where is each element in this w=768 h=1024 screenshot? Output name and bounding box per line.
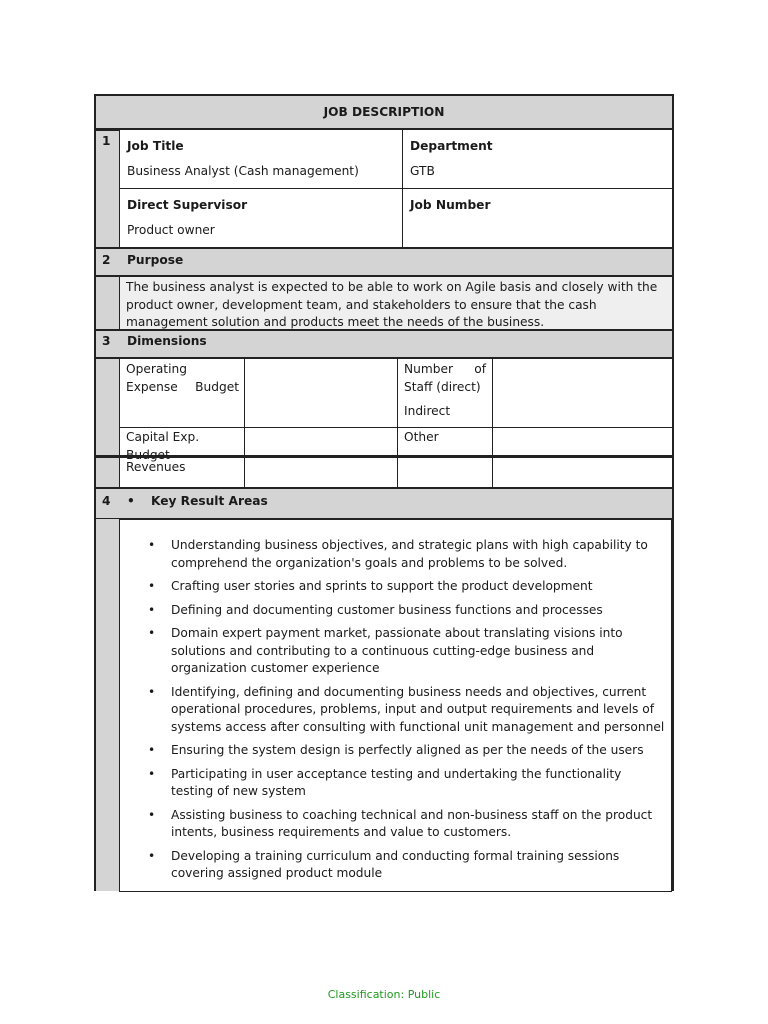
job-title-label: Job Title — [127, 139, 184, 153]
list-item: • Understanding business objectives, and strategic plans with high capability to comprehend the organization's goals and problems to be solved. — [120, 537, 665, 572]
purpose-spacer-cell — [94, 276, 120, 330]
purpose-header-row — [94, 247, 674, 277]
operating-budget-cell — [119, 358, 245, 428]
direct-supervisor-label: Direct Supervisor — [127, 198, 248, 212]
form-title: JOB DESCRIPTION — [323, 105, 445, 119]
capital-budget-label: Capital Exp. Budget — [126, 430, 200, 462]
list-item: • Ensuring the system design is perfectly aligned as per the needs of the users — [120, 742, 665, 760]
purpose-label: Purpose — [127, 253, 184, 267]
indirect-label: Indirect — [404, 404, 451, 418]
section-1-number-cell — [94, 129, 120, 248]
key-result-areas-list — [120, 537, 665, 889]
operating-budget-label: Operating Expense Budget — [126, 362, 239, 394]
purpose-text: The business analyst is expected to be able to work on Agile basis and closely with the product owner, development team, and stakeholders to ensure that the cash management solution and products meet the needs of the business. — [126, 280, 658, 329]
key-result-areas-bullet: • — [127, 494, 135, 508]
revenues-spacer-cell — [94, 456, 120, 488]
other-cell — [397, 427, 493, 456]
revenues-label: Revenues — [126, 460, 186, 474]
operating-budget-label-line — [126, 361, 239, 396]
section-number: 4 — [102, 494, 111, 508]
staff-count-value-cell — [492, 358, 674, 428]
job-number-cell — [402, 188, 674, 248]
department-value: GTB — [410, 164, 435, 178]
classification-footer: Classification: Public — [327, 988, 441, 1001]
key-result-areas-list-cell — [119, 519, 672, 892]
list-item: • Defining and documenting customer business functions and processes — [120, 602, 665, 620]
staff-count-cell — [397, 358, 493, 428]
department-cell — [402, 129, 674, 189]
section-number: 3 — [102, 334, 111, 348]
revenues-value-cell — [244, 456, 398, 488]
dimensions-spacer-cell — [94, 358, 120, 456]
list-item: • Domain expert payment market, passionate about translating visions into solutions and contributing to a continuous cutting-edge business and organization customer experience — [120, 625, 665, 678]
revenues-extra-cell — [397, 456, 493, 488]
list-item: • Participating in user acceptance testing and undertaking the functionality testing of new system — [120, 766, 665, 801]
other-label: Other — [404, 430, 439, 444]
direct-supervisor-cell — [119, 188, 403, 248]
capital-budget-cell — [119, 427, 245, 462]
job-number-label: Job Number — [410, 198, 491, 212]
section-number: 1 — [102, 134, 111, 148]
key-result-areas-label: Key Result Areas — [151, 494, 268, 508]
key-result-areas-spacer-cell — [94, 519, 120, 891]
list-item: • Crafting user stories and sprints to support the product development — [120, 578, 665, 596]
revenues-extra-value-cell — [492, 456, 674, 488]
job-title-cell — [119, 129, 403, 189]
other-value-cell — [492, 427, 674, 456]
dimensions-header-row — [94, 329, 674, 359]
dimensions-label: Dimensions — [127, 334, 207, 348]
direct-supervisor-value: Product owner — [127, 223, 215, 237]
number-of-staff-label: Number of Staff (direct) — [404, 362, 486, 394]
revenues-cell — [119, 456, 245, 488]
list-item: • Developing a training curriculum and conducting formal training sessions covering assigned product module — [120, 848, 665, 883]
job-title-value: Business Analyst (Cash management) — [127, 164, 359, 178]
department-label: Department — [410, 139, 493, 153]
operating-budget-value-cell — [244, 358, 398, 428]
list-item: • Identifying, defining and documenting business needs and objectives, current operational procedures, problems, input and output requirements and levels of systems access after consulting with functional unit management and personnel — [120, 684, 665, 737]
section-number: 2 — [102, 253, 111, 267]
header-row — [94, 94, 674, 130]
purpose-text-cell — [119, 276, 674, 330]
list-item: • Assisting business to coaching technical and non-business staff on the product intents, business requirements and value to customers. — [120, 807, 665, 842]
capital-budget-value-cell — [244, 427, 398, 456]
key-result-areas-header-row — [94, 487, 674, 520]
